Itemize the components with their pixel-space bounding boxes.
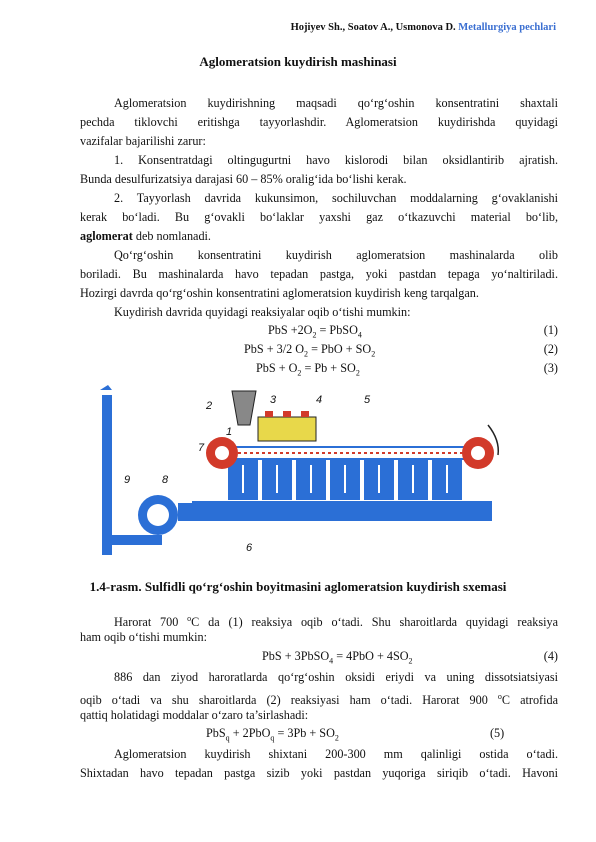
section-title: Aglomeratsion kuydirish mashinasi [199,54,397,69]
equation-4-number: (4) [543,649,558,663]
equation-3: PbS + $O_2 = Pb + SO_2$ [256,361,360,378]
svg-text:2: 2 [206,400,213,412]
exhaust-stack [102,395,112,555]
p5-line1: Kuydirish davrida quyidagi reaksiyalar oqib o‘tishi mumkin: [114,305,411,319]
charge-hopper [232,391,256,425]
p7-line3: qattiq holatidagi moddalar o‘zaro ta’sirlashadi: [80,708,309,722]
p2-line2: Bunda desulfurizatsiya darajasi 60 – 85% oralig‘ida bo‘lishi kerak. [80,172,407,186]
p3-line2: kerak bo‘ladi. Bu g‘ovakli bo‘laklar yaxshi gaz o‘tkazuvchi material bo‘lib, [80,210,558,224]
svg-text:7: 7 [198,442,205,454]
sintering-machine-diagram [100,385,520,565]
p6-line1: Harorat 700 $^o$C da (1) reaksiya oqib o‘tadi. Shu sharoitlarda quyidagi reaksiya [114,614,558,630]
equation-2-number: (2) [543,342,558,356]
p3-line3 [80,227,211,246]
p7-line1: 886 dan ziyod haroratlarda qo‘rg‘oshin oksidi eriydi va uning dissotsiatsiyasi [114,670,558,684]
p1-line3: vazifalar bajarilishi zarur: [80,134,206,148]
term-aglomerat: aglomerat [80,229,133,243]
p4-line2: boriladi. Bu mashinalarda havo tepadan pastga, yoki pastdan tepaga yo‘naltiriladi. [80,267,558,281]
p7-line2: oqib o‘tadi va shu sharoitlarda (2) reaksiyasi ham o‘tadi. Harorat 900 $^o$C atrofida [80,692,558,708]
svg-text:8: 8 [162,474,169,486]
svg-text:3: 3 [270,394,277,406]
p4-line3: Hozirgi davrda qo‘rg‘oshin konsentratini aglomeratsion kuydirish keng tarqalgan. [80,286,479,300]
fan-inlet [178,503,192,521]
svg-text:9: 9 [124,474,131,486]
p8-line2: Shixtadan havo tepadan pastga sizib yoki pastdan yuqoriga siriqib o‘tadi. Havoni [80,766,558,780]
equation-3-number: (3) [543,361,558,375]
header-authors: Hojiyev Sh., Soatov A., Usmonova D. [290,22,456,33]
p4-line1: Qo‘rg‘oshin konsentratini kuydirish aglomeratsion mashinalarda olib [114,248,558,262]
equation-4: PbS + 3PbSO$_4$ = $4PbO + 4SO_2$ [262,649,413,666]
fan-duct [112,535,162,545]
svg-text:5: 5 [364,394,371,406]
p8-line1: Aglomeratsion kuydirish shixtani 200-300 mm qalinligi ostida o‘tadi. [114,747,558,761]
running-header [291,22,556,33]
gas-collector [192,501,492,521]
stack-top [100,385,112,390]
equation-1: PbS $+2O_2$ = PbSO$_4$ [268,323,362,340]
p3-line3-rest: deb nomlanadi. [132,229,211,243]
equation-5-number: (5) [490,726,505,740]
equation-2: PbS + 3/2 $O_2$ = PbO + $SO_2$ [244,342,376,359]
furnace-burners [265,411,309,417]
figure-caption: 1.4-rasm. Sulfidli qo‘rg‘oshin boyitmasini aglomeratsion kuydirish sxemasi [89,579,507,594]
svg-text:6: 6 [246,542,253,554]
p1-line1: Aglomeratsion kuydirishning maqsadi qo‘rg‘oshin konsentratini shaxtali [114,96,558,110]
p6-line2: ham oqib o‘tishi mumkin: [80,630,207,644]
svg-text:1: 1 [226,426,233,438]
p3-line1: 2. Tayyorlash davrida kukunsimon, sochiluvchan moddalarning g‘ovaklanishi [114,191,558,205]
p2-line1: 1. Konsentratdagi oltingugurtni havo kislorodi bilan oksidlantirib ajratish. [114,153,558,167]
header-book-title: Metallurgiya pechlari [458,22,556,33]
svg-text:4: 4 [316,394,323,406]
equation-5: $PbS_q + 2PbO_q = 3Pb + SO_2$ [206,726,339,743]
p1-line2: pechda tiklovchi eritishga tayyorlashdir. Aglomeratsion kuydirishda quyidagi [80,115,558,129]
ignition-furnace [258,417,316,441]
equation-1-number: (1) [543,323,558,337]
